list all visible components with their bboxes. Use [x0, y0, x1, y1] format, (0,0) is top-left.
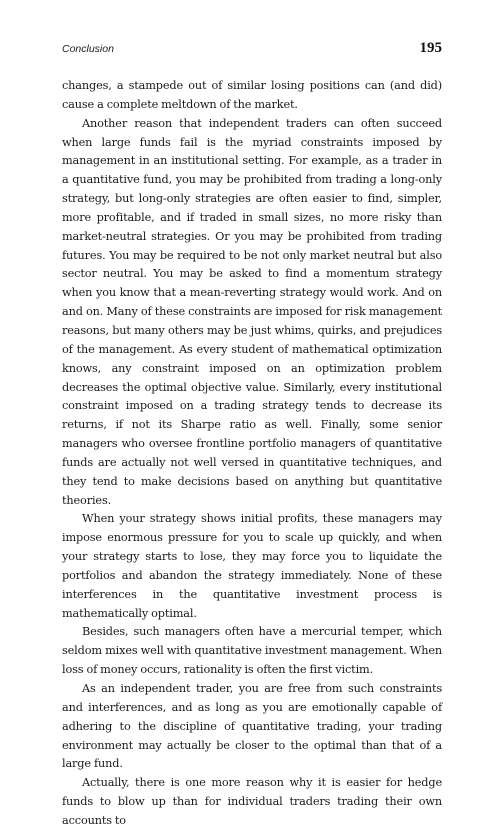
- running-head: [62, 40, 442, 60]
- chapter-title: Conclusion: [62, 43, 114, 55]
- body-text: [62, 77, 442, 831]
- book-page: [62, 40, 442, 831]
- paragraph: As an independent trader, you are free from such constraints and interferences, and as long as you are emotionally capable of adhering to the discipline of quantitative trading, your trading environment may actually be closer to the optimal than that of a large fund.: [62, 682, 442, 771]
- page-number: 195: [419, 40, 442, 56]
- paragraph: When your strategy shows initial profits, these managers may impose enormous pressure for you to scale up quickly, and when your strategy starts to lose, they may force you to liquidate the portfolios and abandon the strategy immediately. None of these interferences in the quantitative investment process is mathematically optimal.: [62, 512, 442, 620]
- paragraph-continuation: changes, a stampede out of similar losing positions can (and did) cause a complete meltdown of the market.: [62, 79, 442, 111]
- paragraph: Another reason that independent traders can often succeed when large funds fail is the myriad constraints imposed by management in an institutional setting. For example, as a trader in a quantitative fund, you may be prohibited from trading a long-only strategy, but long-only strategies are often easier to find, simpler, more profitable, and if traded in small sizes, no more risky than market-neutral strategies. Or you may be prohibited from trading futures. You may be required to be not only market neutral but also sector neutral. You may be asked to find a momentum strategy when you know that a mean-reverting strategy would work. And on and on. Many of these constraints are imposed for risk management reasons, but many others may be just whims, quirks, and prejudices of the management. As every student of mathematical optimization knows, any constraint imposed on an optimization problem decreases the optimal objective value. Similarly, every institutional constraint imposed on a trading strategy tends to decrease its returns, if not its Sharpe ratio as well. Finally, some senior managers who oversee frontline portfolio managers of quantitative funds are actually not well versed in quantitative techniques, and they tend to make decisions based on anything but quantitative theories.: [62, 116, 442, 507]
- paragraph: Besides, such managers often have a mercurial temper, which seldom mixes well with quantitative investment management. When loss of money occurs, rationality is often the first victim.: [62, 625, 442, 677]
- paragraph: Actually, there is one more reason why it is easier for hedge funds to blow up than for individual traders trading their own accounts to: [62, 776, 442, 827]
